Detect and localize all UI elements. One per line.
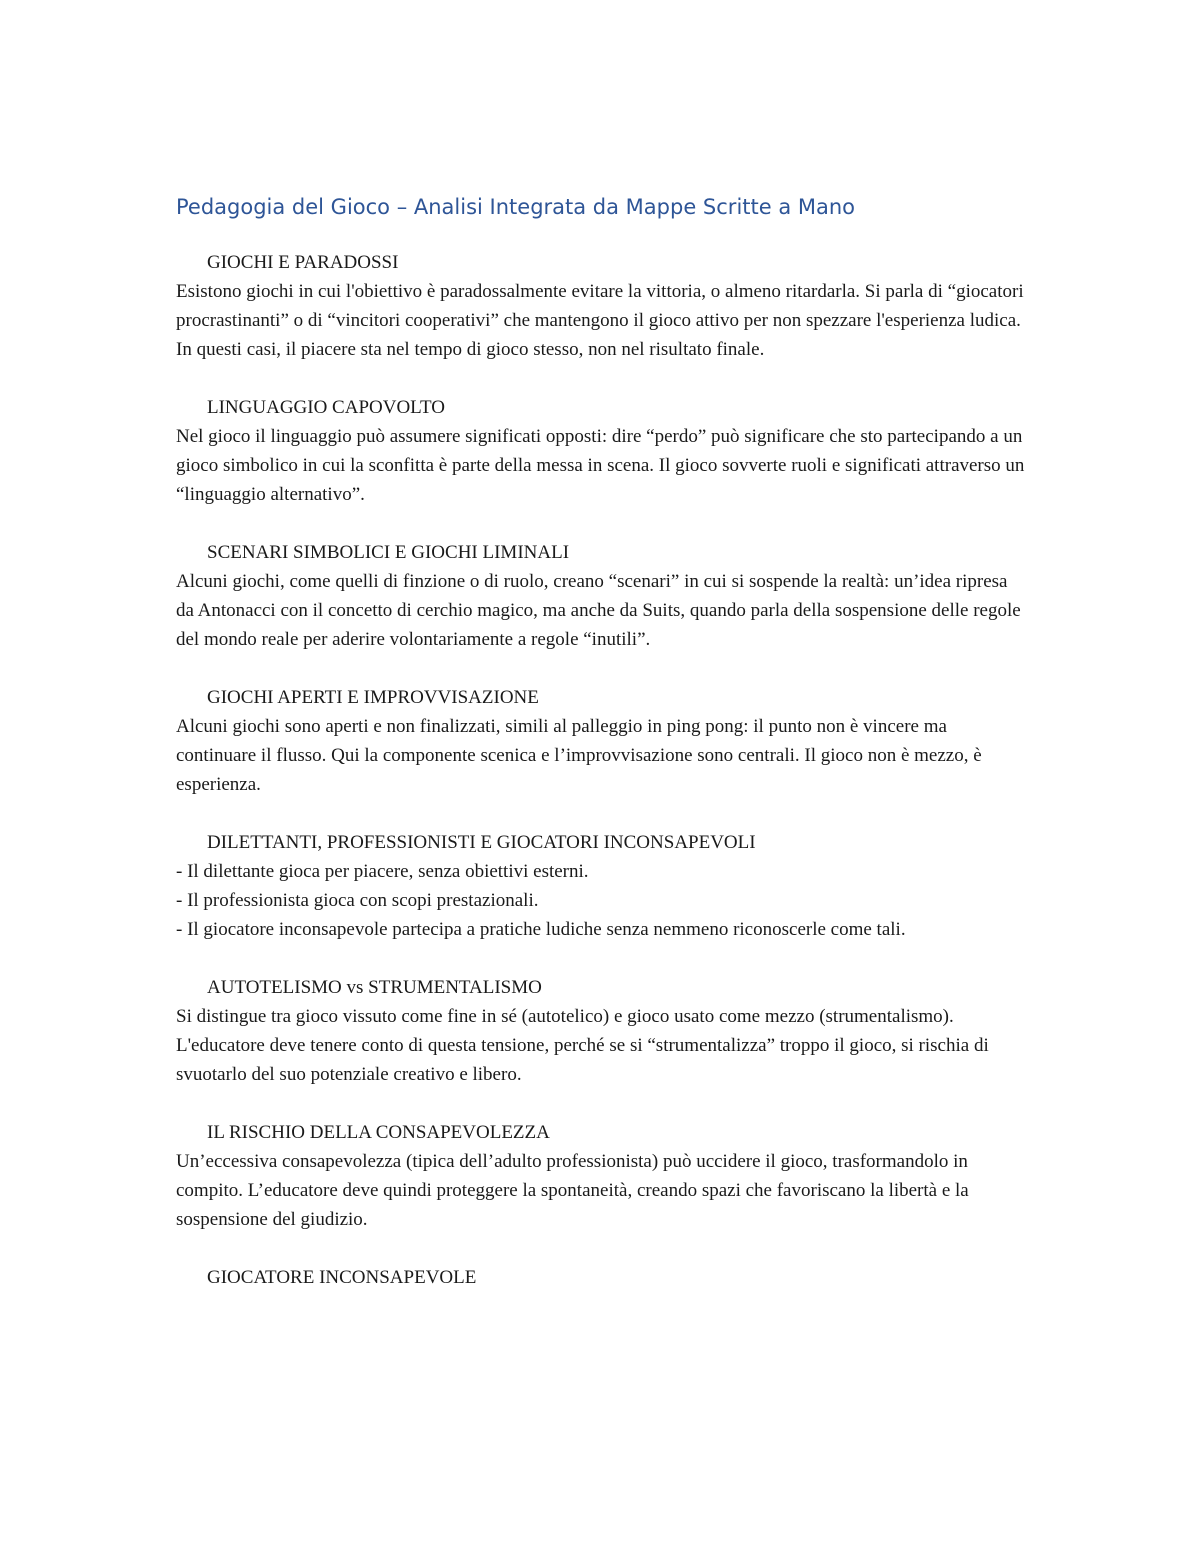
section-heading: SCENARI SIMBOLICI E GIOCHI LIMINALI	[207, 542, 570, 563]
section-autotelismo	[176, 973, 1026, 1089]
document-title: Pedagogia del Gioco – Analisi Integrata da Mappe Scritte a Mano	[176, 195, 856, 219]
document-page	[176, 190, 1026, 1321]
bullet-item: - Il giocatore inconsapevole partecipa a pratiche ludiche senza nemmeno riconoscerle come tali.	[176, 919, 906, 940]
section-giochi-aperti	[176, 683, 1026, 799]
section-body: Nel gioco il linguaggio può assumere significati opposti: dire “perdo” può significare che sto partecipando a un gioco simbolico in cui la sconfitta è parte della messa in scena. Il gioco sovverte ruoli e significati attraverso un “linguaggio alternativo”.	[176, 426, 1025, 505]
bullet-item: - Il professionista gioca con scopi prestazionali.	[176, 890, 539, 911]
section-rischio-consapevolezza	[176, 1118, 1026, 1234]
section-body: Si distingue tra gioco vissuto come fine in sé (autotelico) e gioco usato come mezzo (strumentalismo). L'educatore deve tenere conto di questa tensione, perché se si “strumentalizza” troppo il gioco, si rischia di svuotarlo del suo potenziale creativo e libero.	[176, 1006, 989, 1085]
section-heading: IL RISCHIO DELLA CONSAPEVOLEZZA	[207, 1122, 550, 1143]
section-body: Alcuni giochi sono aperti e non finalizzati, simili al palleggio in ping pong: il punto non è vincere ma continuare il flusso. Qui la componente scenica e l’improvvisazione sono centrali. Il gioco non è mezzo, è esperienza.	[176, 716, 982, 795]
section-giocatore-inconsapevole	[176, 1263, 1026, 1292]
section-heading: GIOCATORE INCONSAPEVOLE	[207, 1267, 477, 1288]
section-body: Esistono giochi in cui l'obiettivo è paradossalmente evitare la vittoria, o almeno ritardarla. Si parla di “giocatori procrastinanti” o di “vincitori cooperativi” che mantengono il gioco attivo per non spezzare l'esperienza ludica. In questi casi, il piacere sta nel tempo di gioco stesso, non nel risultato finale.	[176, 281, 1024, 360]
bullet-item: - Il dilettante gioca per piacere, senza obiettivi esterni.	[176, 861, 589, 882]
section-heading: GIOCHI APERTI E IMPROVVISAZIONE	[207, 687, 539, 708]
section-giochi-e-paradossi	[176, 248, 1026, 364]
section-body: Un’eccessiva consapevolezza (tipica dell’adulto professionista) può uccidere il gioco, trasformandolo in compito. L’educatore deve quindi proteggere la spontaneità, creando spazi che favoriscano la libertà e la sospensione del giudizio.	[176, 1151, 969, 1230]
section-body: Alcuni giochi, come quelli di finzione o di ruolo, creano “scenari” in cui si sospende la realtà: un’idea ripresa da Antonacci con il concetto di cerchio magico, ma anche da Suits, quando parla della sospensione delle regole del mondo reale per aderire volontariamente a regole “inutili”.	[176, 571, 1021, 650]
section-heading: GIOCHI E PARADOSSI	[207, 252, 399, 273]
section-heading: LINGUAGGIO CAPOVOLTO	[207, 397, 446, 418]
section-heading: DILETTANTI, PROFESSIONISTI E GIOCATORI INCONSAPEVOLI	[207, 832, 756, 853]
section-linguaggio-capovolto	[176, 393, 1026, 509]
section-scenari-simbolici	[176, 538, 1026, 654]
section-dilettanti-professionisti	[176, 828, 1026, 944]
section-heading: AUTOTELISMO vs STRUMENTALISMO	[207, 977, 542, 998]
